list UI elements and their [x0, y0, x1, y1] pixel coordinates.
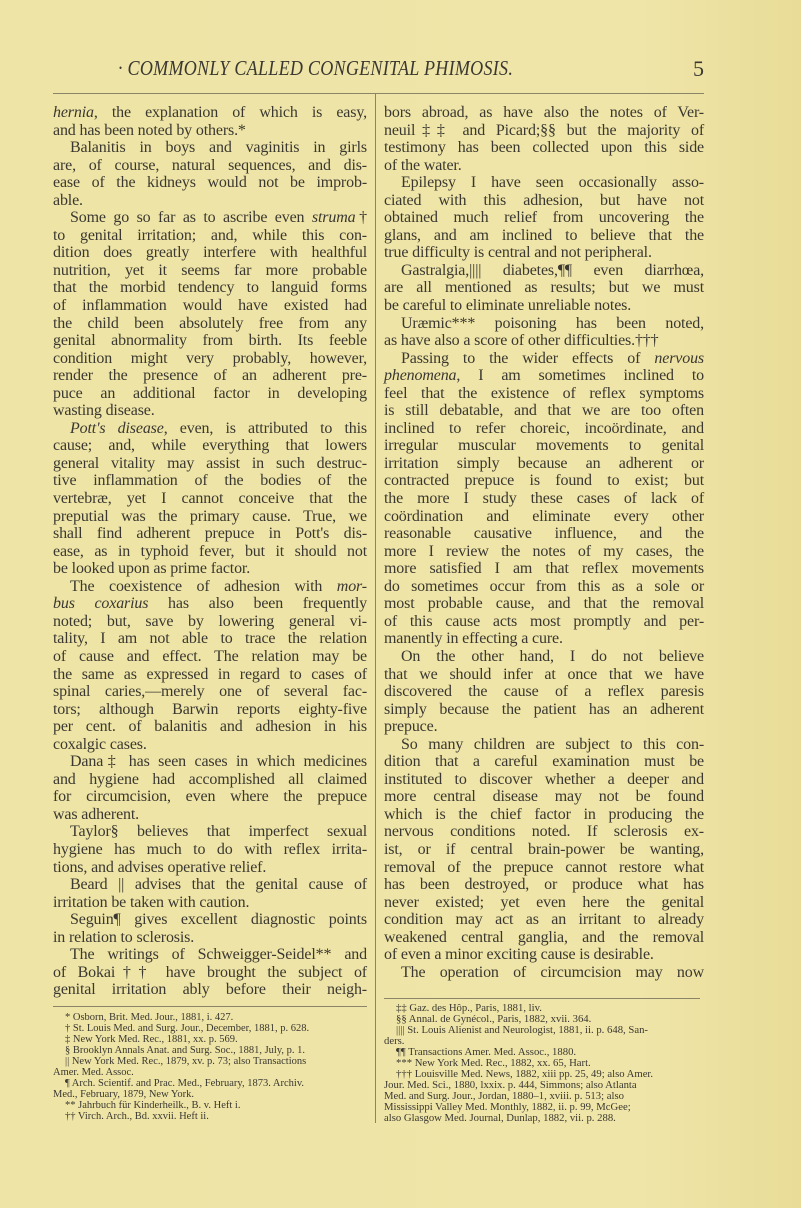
footnote-line: * Osborn, Brit. Med. Jour., 1881, i. 427. — [65, 1012, 234, 1023]
text-line: preputial was the primary cause. True, we — [53, 507, 367, 525]
text-segment: The coexistence of adhesion with — [70, 577, 337, 595]
right-column — [384, 104, 704, 981]
text-line: be looked upon as prime factor. — [53, 560, 251, 578]
text-line: nutrition, yet it seems far more probable — [53, 261, 367, 279]
text-line: spinal caries,—merely one of several fac- — [53, 683, 367, 701]
text-line: that we should infer at once that we have — [384, 665, 704, 683]
footnote-line: Jour. Med. Sci., 1880, lxxix. p. 444, Simmons; also Atlanta — [384, 1079, 637, 1091]
text-line: general vitality may assist in such destruc- — [53, 454, 367, 472]
text-line: Gastralgia,|||| diabetes,¶¶ even diarrhœa, — [401, 261, 704, 279]
text-line: cause; and, while everything that lowers — [53, 437, 367, 455]
text-segment: , even, is attributed to this — [163, 419, 367, 437]
text-line: reasonable causative influence, and the — [384, 525, 704, 543]
text-line: tors; although Barwin reports eighty-five — [53, 700, 367, 718]
text-line: hygiene has much to do with reflex irrita- — [53, 840, 367, 858]
text-segment: Some go so far as to ascribe even — [70, 209, 312, 227]
text-line: prepuce. — [384, 718, 438, 736]
footnote-line: Amer. Med. Assoc. — [53, 1067, 134, 1078]
text-line: that the morbid tendency to languid forms — [53, 279, 367, 297]
text-line: instituted to discover whether a deeper and — [384, 770, 704, 788]
text-line — [53, 209, 367, 227]
italic-text: struma — [311, 209, 356, 227]
running-header: · COMMONLY CALLED CONGENITAL PHIMOSIS. — [118, 56, 514, 80]
text-line: irritation simply because an adherent or — [384, 454, 704, 472]
text-line: glans, and am inclined to believe that the — [384, 226, 704, 244]
text-line: has been destroyed, or produce what has — [384, 876, 704, 894]
text-line: is still debatable, and that we are too often — [384, 402, 704, 420]
text-line: in relation to sclerosis. — [53, 928, 195, 946]
text-line: Epilepsy I have seen occasionally asso- — [401, 174, 704, 192]
text-line: manently in effecting a cure. — [384, 630, 563, 648]
text-line: the more I study these cases of lack of — [384, 490, 704, 508]
text-line: So many children are subject to this con- — [401, 735, 704, 753]
right-footnote-rule — [384, 998, 700, 999]
text-line — [53, 104, 367, 122]
text-line: Beard || advises that the genital cause of — [70, 876, 367, 894]
text-line — [53, 578, 367, 596]
text-line: of the water. — [384, 156, 462, 174]
text-line: of cause and effect. The relation may be — [53, 647, 367, 665]
text-line: Seguin¶ gives excellent diagnostic points — [70, 911, 367, 929]
text-line: condition might very probably, however, — [53, 349, 367, 367]
text-line: true difficulty is central and not peripheral. — [384, 244, 652, 262]
footnote-line: |||| St. Louis Alienist and Neurologist, 1881, ii. p. 648, San- — [396, 1024, 648, 1036]
text-line: simply because the patient has an adherent — [384, 700, 704, 718]
text-line — [384, 350, 704, 368]
text-line: was adherent. — [53, 805, 140, 823]
italic-text: phenomena — [384, 367, 457, 385]
text-line — [384, 367, 704, 385]
page-number: 5 — [693, 56, 704, 81]
text-line: dition that a careful examination must be — [384, 753, 704, 771]
footnote-line: † St. Louis Med. and Surg. Jour., December, 1881, p. 628. — [65, 1023, 310, 1034]
text-line: puce an additional factor in developing — [53, 384, 367, 402]
text-line: testimony has been collected upon this side — [384, 139, 704, 157]
text-line: wasting disease. — [53, 402, 155, 420]
text-line: coxalgic cases. — [53, 735, 147, 753]
text-line: never existed; yet even here the genital — [384, 893, 704, 911]
text-line: as have also a score of other difficulties.††† — [384, 332, 659, 350]
footnote-line: Mississippi Valley Med. Monthly, 1882, ii. p. 99, McGee; — [384, 1101, 631, 1113]
text-line: tality, I am not able to trace the relation — [53, 630, 367, 648]
text-line: the child been absolutely free from any — [53, 314, 367, 332]
text-line: irregular muscular movements to genital — [384, 437, 704, 455]
text-line: Taylor§ believes that imperfect sexual — [70, 823, 367, 841]
text-line: vertebræ, yet I cannot conceive that the — [53, 490, 367, 508]
column-divider — [375, 93, 376, 1123]
italic-text: hernia — [53, 104, 94, 121]
footnote-line: †† Virch. Arch., Bd. xxvii. Heft ii. — [65, 1111, 209, 1122]
text-line — [53, 595, 367, 613]
text-line: discovered the cause of a reflex paresis — [384, 683, 704, 701]
text-segment: Passing to the wider effects of — [401, 349, 655, 367]
text-line: genital abnormality from birth. Its feeble — [53, 332, 367, 350]
text-line: obtained much relief from uncovering the — [384, 209, 704, 227]
text-line: irritation be taken with caution. — [53, 893, 250, 911]
italic-text: mor- — [336, 577, 367, 595]
text-line: do sometimes occur from this as a sole or — [384, 577, 704, 595]
text-line: to genital irritation; and, while this con- — [53, 226, 367, 244]
footnote-line: ††† Louisville Med. News, 1882, xiii pp. 25, 49; also Amer. — [396, 1068, 654, 1080]
text-segment: † — [355, 209, 367, 227]
right-footnotes — [384, 1003, 704, 1124]
text-line: tive inflammation of the bodies of the — [53, 472, 367, 490]
text-line: ease, as in typhoid fever, but it should not — [53, 542, 367, 560]
left-column — [53, 104, 367, 999]
footnote-line: ‡ New York Med. Rec., 1881, xx. p. 569. — [65, 1034, 238, 1045]
text-line: for circumcision, even where the prepuce — [53, 788, 367, 806]
text-line: shall find adherent prepuce in Pott's dis- — [53, 525, 367, 543]
text-line: more I review the notes of my cases, the — [384, 542, 704, 560]
text-line: ciated with this adhesion, but have not — [384, 191, 704, 209]
text-line: able. — [53, 191, 83, 209]
text-line: per cent. of balanitis and adhesion in his — [53, 718, 367, 736]
text-line: more satisfied I am that reflex movements — [384, 560, 704, 578]
text-line: removal of the prepuce cannot restore what — [384, 858, 704, 876]
text-line: are, of course, natural sequences, and dis- — [53, 156, 367, 174]
text-segment: , I am sometimes inclined to — [456, 367, 704, 385]
header-rule — [53, 93, 704, 94]
text-line: The operation of circumcision may now — [401, 963, 704, 981]
text-line: dition does greatly interfere with healthful — [53, 244, 367, 262]
text-line: most probable cause, and that the removal — [384, 595, 704, 613]
italic-text: Pott's disease — [70, 419, 164, 437]
left-footnotes — [53, 1012, 367, 1122]
text-line: of even a minor exciting cause is desirable. — [384, 946, 654, 964]
text-line: be careful to eliminate unreliable notes. — [384, 297, 632, 315]
text-line: the same as expressed in regard to cases of — [53, 665, 367, 683]
text-line: ist, or if central brain-power be wanting, — [384, 840, 704, 858]
text-line — [53, 420, 367, 438]
text-line: contracted prepuce is found to exist; but — [384, 472, 704, 490]
text-line: of this cause acts most promptly and per- — [384, 612, 704, 630]
footnote-line: || New York Med. Rec., 1879, xv. p. 73; also Transactions — [65, 1056, 307, 1067]
text-line: are all mentioned as results; but we must — [384, 279, 704, 297]
footnote-line: Med. and Surg. Jour., Jordan, 1880–1, xviii. p. 513; also — [384, 1090, 624, 1102]
text-line: render the presence of an adherent pre- — [53, 367, 367, 385]
text-line: bors abroad, as have also the notes of Ver- — [384, 104, 704, 121]
text-segment: , the explanation of which is easy, — [93, 104, 367, 121]
text-line: feel that the existence of reflex symptoms — [384, 384, 704, 402]
text-line: Dana‡ has seen cases in which medicines — [70, 753, 367, 771]
text-line: which is the chief factor in producing the — [384, 805, 704, 823]
footnote-line: ders. — [384, 1035, 405, 1047]
footnote-line: *** New York Med. Rec., 1882, xx. 65, Hart. — [396, 1057, 591, 1069]
text-line: tions, and advises operative relief. — [53, 858, 267, 876]
italic-text: nervous — [654, 349, 704, 367]
text-line: inclined to refer choreic, incoördinate, and — [384, 419, 704, 437]
text-line: condition may act as an irritant to already — [384, 911, 704, 929]
text-line: coördination and eliminate every other — [384, 507, 704, 525]
footnote-line: Med., February, 1879, New York. — [53, 1089, 195, 1100]
text-line: On the other hand, I do not believe — [401, 647, 704, 665]
text-line: and has been noted by others.* — [53, 121, 246, 139]
text-line: ease of the kidneys would not be improb- — [53, 174, 367, 192]
left-footnote-rule — [53, 1006, 367, 1007]
text-line: nervous conditions noted. If sclerosis ex- — [384, 823, 704, 841]
text-line: more central disease may not be found — [384, 788, 704, 806]
text-line: Balanitis in boys and vaginitis in girls — [70, 139, 367, 157]
italic-text: bus coxarius — [53, 595, 149, 613]
text-line: The writings of Schweigger-Seidel** and — [70, 946, 367, 964]
footnote-line: ** Jahrbuch für Kinderheilk., B. v. Heft i. — [65, 1100, 241, 1111]
text-line: weakened central ganglia, and the removal — [384, 928, 704, 946]
text-line: neuil‡‡ and Picard;§§ but the majority of — [384, 121, 704, 139]
text-line: of Bokai†† have brought the subject of — [53, 963, 367, 981]
text-line: noted; but, save by lowering general vi- — [53, 612, 367, 630]
text-segment: has also been frequently — [148, 595, 368, 613]
footnote-line: also Glasgow Med. Journal, Dunlap, 1882, vii. p. 288. — [384, 1112, 616, 1124]
text-line: and hygiene had accomplished all claimed — [53, 770, 367, 788]
text-line: genital irritation ably before their neigh- — [53, 981, 367, 999]
footnote-line: ¶ Arch. Scientif. and Prac. Med., February, 1873. Archiv. — [65, 1078, 305, 1089]
text-line: Uræmic*** poisoning has been noted, — [401, 314, 704, 332]
footnote-line: ¶¶ Transactions Amer. Med. Assoc., 1880. — [396, 1046, 577, 1058]
footnote-line: § Brooklyn Annals Anat. and Surg. Soc., 1881, July, p. 1. — [65, 1045, 306, 1056]
footnote-line: ‡‡ Gaz. des Hôp., Paris, 1881, liv. — [396, 1002, 542, 1014]
text-line: of inflammation would have existed had — [53, 297, 367, 315]
footnote-line: §§ Annal. de Gynécol., Paris, 1882, xvii. 364. — [396, 1013, 592, 1025]
